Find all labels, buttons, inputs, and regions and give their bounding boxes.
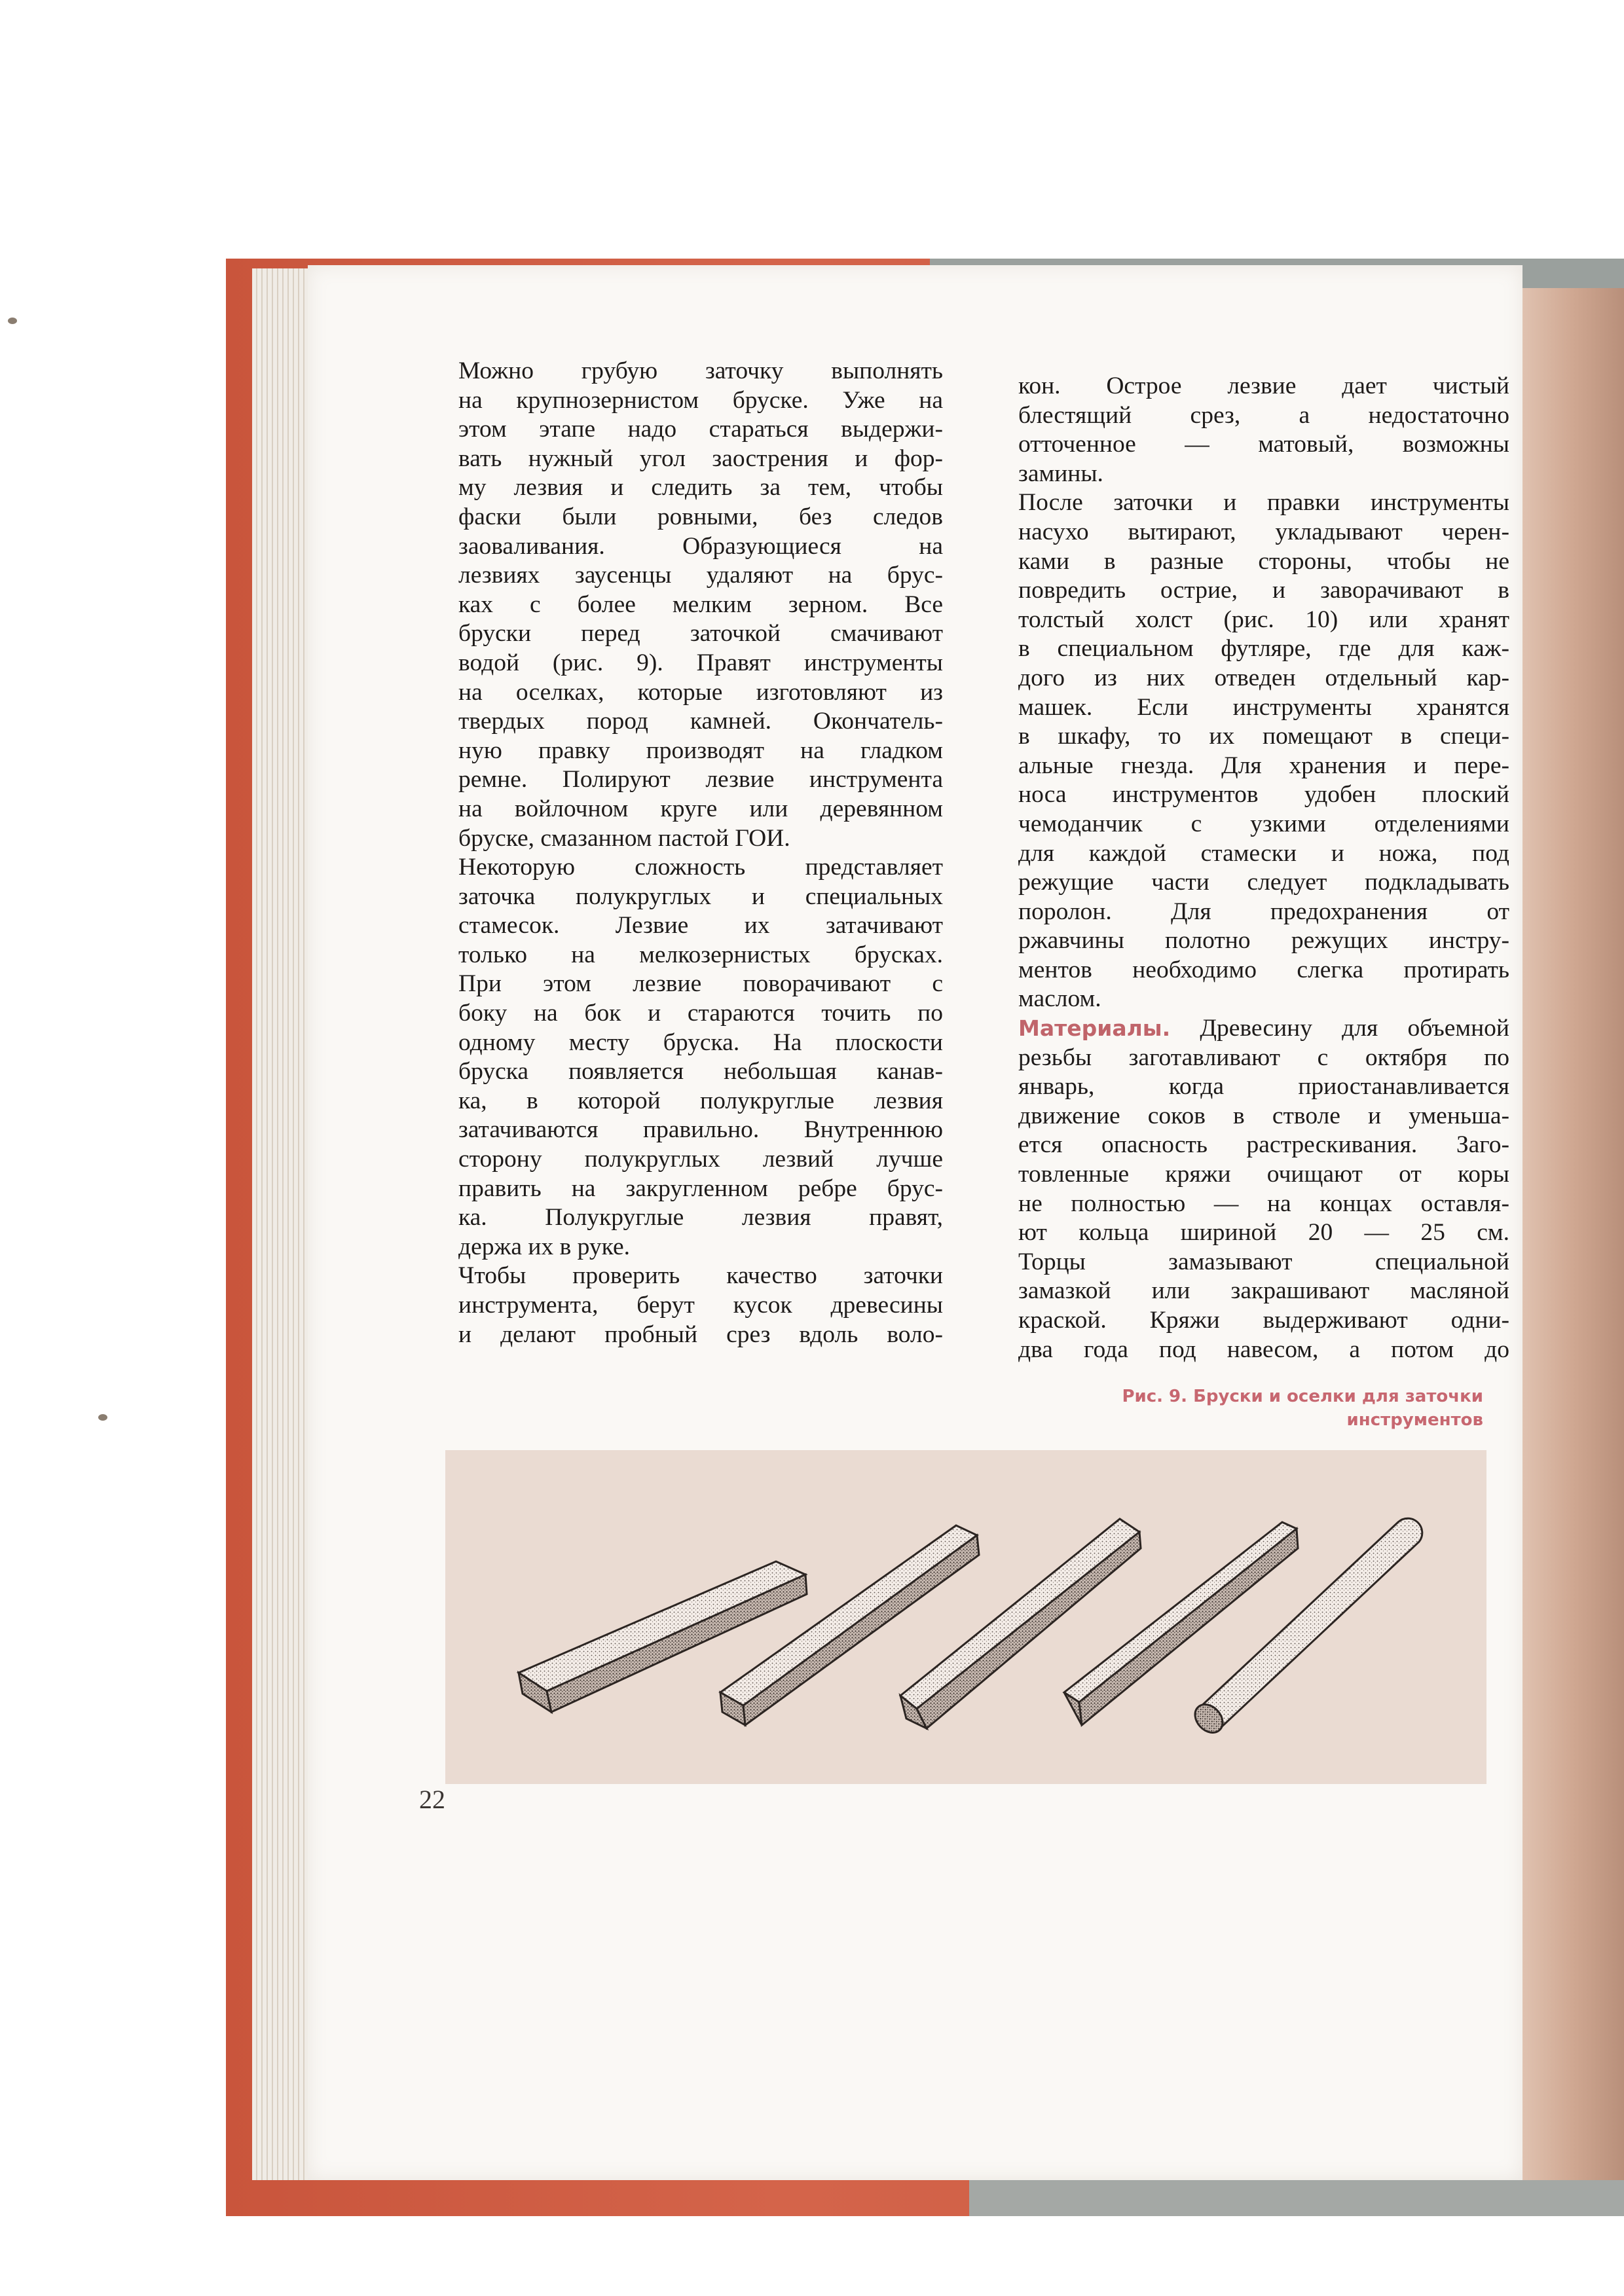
- next-page-shadow: [1513, 288, 1624, 2180]
- figure-caption-line: Рис. 9. Бруски и оселки для заточки: [1122, 1387, 1483, 1406]
- materials-paragraph-start: [1018, 1014, 1509, 1044]
- text-line: маслом.: [1018, 985, 1101, 1013]
- text-line: режущие части следует подкладывать: [1018, 869, 1509, 896]
- cover-edge-bottom: [969, 2180, 1624, 2216]
- text-line: При этом лезвие поворачивают с: [458, 970, 943, 998]
- text-line: поролон. Для предохранения от: [1018, 898, 1509, 925]
- text-line: ют кольца шириной 20 — 25 см.: [1018, 1219, 1509, 1247]
- text-line: замины.: [1018, 460, 1103, 487]
- text-line: чемоданчик с узкими отделениями: [1018, 810, 1509, 837]
- text-line: инструмента, берут кусок древесины: [458, 1292, 943, 1319]
- text-line: одному месту бруска. На плоскости: [458, 1029, 943, 1056]
- text-line: отточенное — матовый, возможны: [1018, 431, 1509, 458]
- text-line: этом этапе надо стараться выдержи-: [458, 416, 943, 443]
- text-line: два года под навесом, а потом до: [1018, 1336, 1509, 1363]
- text-line: насухо вытирают, укладывают черен-: [1018, 518, 1509, 545]
- text-line: держа их в руке.: [458, 1233, 630, 1260]
- text-line: боку на бок и стараются точить по: [458, 1000, 943, 1027]
- text-line: носа инструментов удобен плоский: [1018, 781, 1509, 809]
- figure-whetstones: [445, 1450, 1486, 1784]
- text-line: затачиваются правильно. Внутреннюю: [458, 1116, 943, 1144]
- figure-caption-line: инструментов: [1346, 1410, 1483, 1430]
- text-line: для каждой стамески и ножа, под: [1018, 839, 1509, 867]
- text-line: на крупнозернистом бруске. Уже на: [458, 386, 943, 414]
- text-line: замазкой или закрашивают масляной: [1018, 1277, 1509, 1305]
- text-line: бруски перед заточкой смачивают: [458, 620, 943, 647]
- text-line: дого из них отведен отдельный кар-: [1018, 664, 1509, 691]
- text-line: После заточки и правки инструменты: [1018, 489, 1509, 517]
- text-line: заточка полукруглых и специальных: [458, 883, 943, 910]
- text-line: Можно грубую заточку выполнять: [458, 357, 943, 384]
- page-number: 22: [419, 1785, 445, 1814]
- text-line: Чтобы проверить качество заточки: [458, 1262, 943, 1290]
- text-line: править на закругленном ребре брус-: [458, 1175, 943, 1202]
- text-line: кон. Острое лезвие дает чистый: [1018, 373, 1509, 399]
- text-line: Некоторую сложность представляет: [458, 854, 943, 881]
- text-line: ную правку производят на гладком: [458, 737, 943, 764]
- text-line: машек. Если инструменты хранятся: [1018, 693, 1509, 721]
- text-line: фаски были ровными, без следов: [458, 503, 943, 530]
- text-line: краской. Кряжи выдерживают одни-: [1018, 1307, 1509, 1334]
- text-line: на оселках, которые изготовляют из: [458, 678, 943, 706]
- materials-heading: Материалы.: [1018, 1015, 1171, 1042]
- text-line: бруске, смазанном пастой ГОИ.: [458, 824, 790, 852]
- text-line: ками в разные стороны, чтобы не: [1018, 547, 1509, 575]
- text-line: ментов необходимо слегка протирать: [1018, 956, 1509, 983]
- text-line: ржавчины полотно режущих инстру-: [1018, 927, 1509, 955]
- text-line: бруска появляется небольшая канав-: [458, 1058, 943, 1085]
- text-line: только на мелкозернистых брусках.: [458, 941, 943, 968]
- text-line: ках с более мелким зерном. Все: [458, 591, 943, 618]
- text-line: стамесок. Лезвие их затачивают: [458, 912, 943, 939]
- scan-speck: [98, 1414, 107, 1421]
- text-line: не полностью — на концах оставля-: [1018, 1190, 1509, 1217]
- round-whetstone: [1189, 1513, 1422, 1738]
- text-line: сторону полукруглых лезвий лучше: [458, 1146, 943, 1173]
- text-fragment: Древесину для объемной: [1170, 1015, 1509, 1042]
- text-line: водой (рис. 9). Правят инструменты: [458, 649, 943, 676]
- text-line: январь, когда приостанавливается: [1018, 1073, 1509, 1101]
- text-line: ка, в которой полукруглые лезвия: [458, 1087, 943, 1114]
- text-line: твердых пород камней. Окончатель-: [458, 708, 943, 735]
- text-line: ется опасность растрескивания. Заго-: [1018, 1131, 1509, 1159]
- text-line: ремне. Полируют лезвие инструмента: [458, 766, 943, 793]
- page-stack-edges: [252, 268, 311, 2180]
- text-line: резьбы заготавливают с октября по: [1018, 1044, 1509, 1071]
- text-line: лезвиях заусенцы удаляют на брус-: [458, 562, 943, 589]
- text-column-right: [1018, 372, 1509, 1364]
- text-line: альные гнезда. Для хранения и пере-: [1018, 752, 1509, 779]
- text-line: Торцы замазывают специальной: [1018, 1248, 1509, 1275]
- text-line: движение соков в стволе и уменьша-: [1018, 1102, 1509, 1129]
- text-line: в шкафу, то их помещают в специ-: [1018, 723, 1509, 750]
- text-line: толстый холст (рис. 10) или хранят: [1018, 606, 1509, 633]
- scan-speck: [8, 318, 17, 324]
- text-line: ка. Полукруглые лезвия правят,: [458, 1204, 943, 1231]
- text-line: блестящий срез, а недостаточно: [1018, 401, 1509, 429]
- text-line: товленные кряжи очищают от коры: [1018, 1161, 1509, 1188]
- text-line: вать нужный угол заострения и фор-: [458, 445, 943, 472]
- text-line: в специальном футляре, где для каж-: [1018, 635, 1509, 663]
- text-line: на войлочном круге или деревянном: [458, 795, 943, 822]
- text-column-left: [458, 357, 943, 1349]
- text-line: му лезвия и следить за тем, чтобы: [458, 474, 943, 501]
- text-line: заоваливания. Образующиеся на: [458, 532, 943, 560]
- figure-caption: [1008, 1385, 1483, 1432]
- text-line: повредить острие, и заворачивают в: [1018, 577, 1509, 604]
- text-line: и делают пробный срез вдоль воло-: [458, 1321, 943, 1348]
